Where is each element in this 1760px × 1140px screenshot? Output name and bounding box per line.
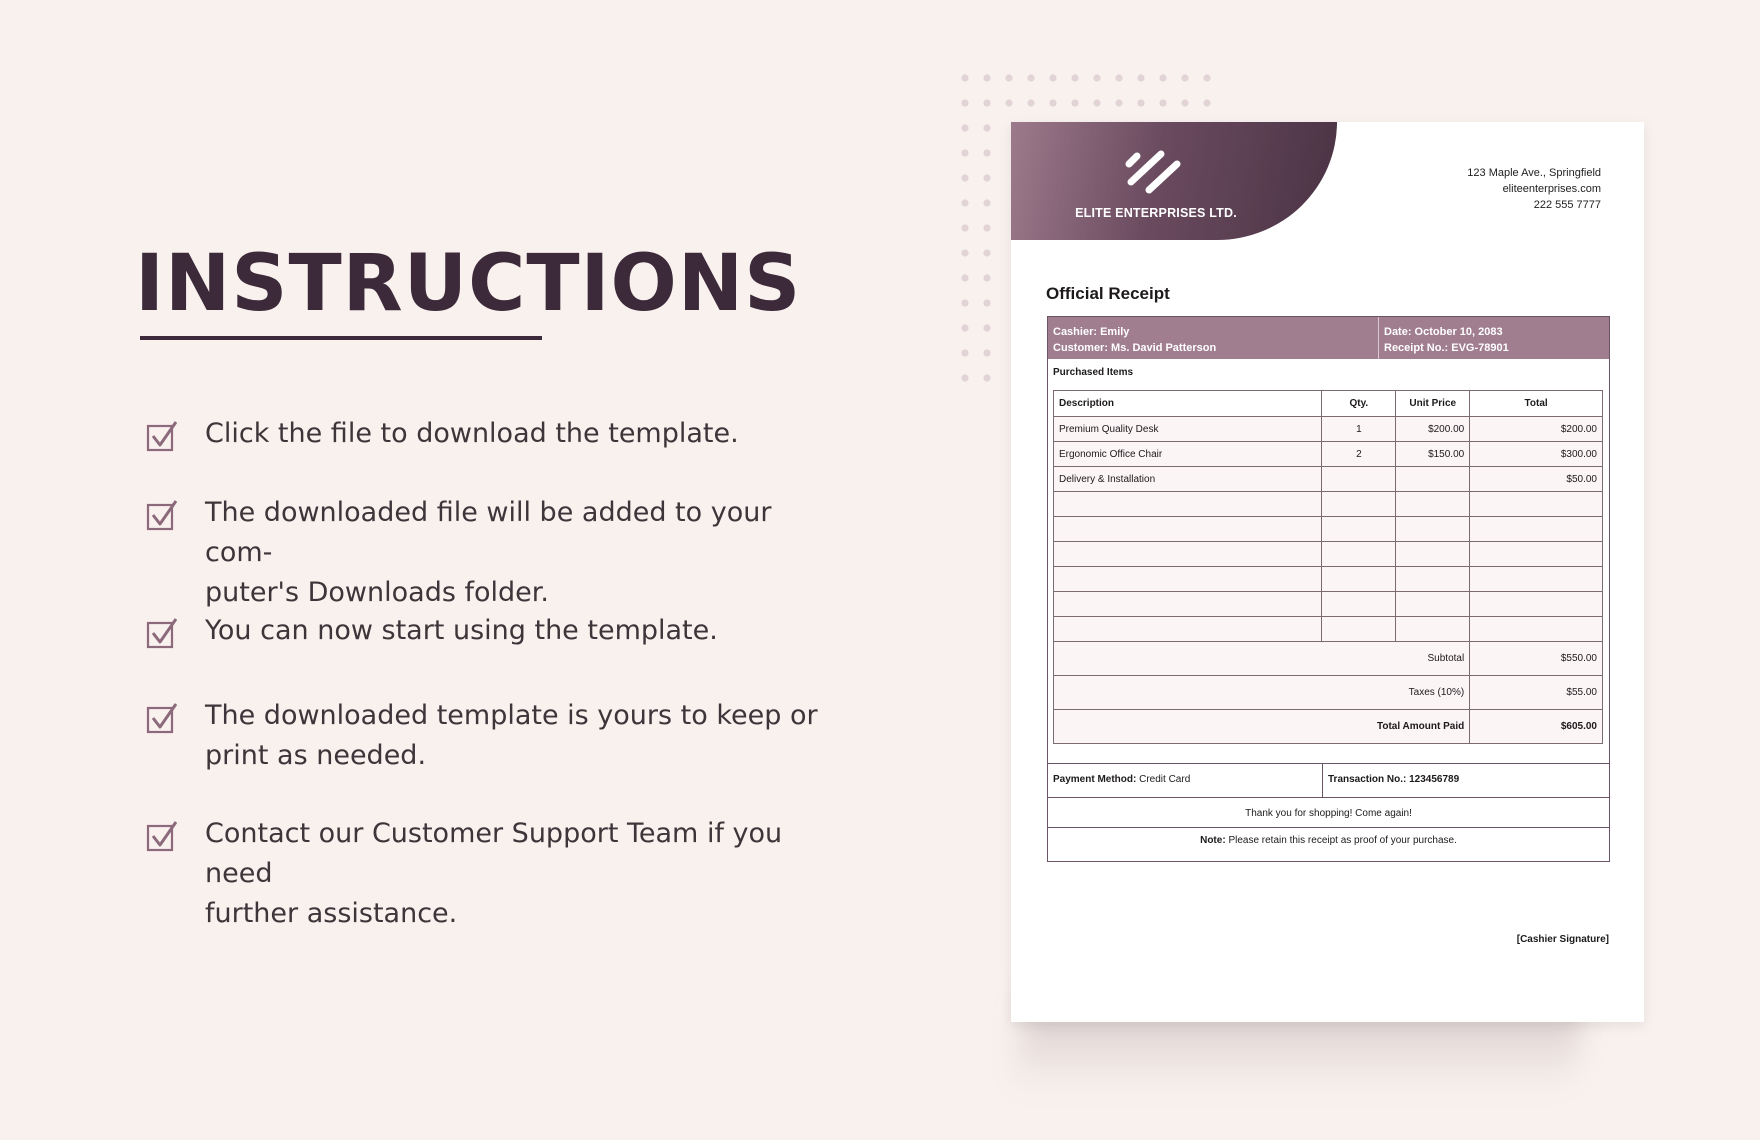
decorative-dot — [1093, 99, 1100, 106]
table-row — [1054, 442, 1603, 467]
decorative-dot — [961, 324, 968, 331]
total-row — [1054, 710, 1603, 744]
column-header-qty: Qty. — [1322, 391, 1396, 417]
item-unit-price: $200.00 — [1396, 417, 1470, 442]
decorative-dot — [983, 99, 990, 106]
receipt-number-field: Receipt No.: EVG-78901 — [1384, 342, 1509, 354]
decorative-dot — [983, 374, 990, 381]
instructions-title: INSTRUCTIONS — [135, 239, 802, 329]
decorative-dot — [983, 74, 990, 81]
item-unit-price — [1396, 542, 1470, 567]
subtotal-label: Subtotal — [1054, 642, 1470, 676]
item-description — [1054, 517, 1322, 542]
decorative-dot — [1049, 99, 1056, 106]
item-description — [1054, 617, 1322, 642]
decorative-dot — [983, 249, 990, 256]
table-row — [1054, 592, 1603, 617]
item-total: $300.00 — [1470, 442, 1603, 467]
cashier-signature: [Cashier Signature] — [1516, 934, 1609, 945]
item-total — [1470, 592, 1603, 617]
company-contact — [1467, 165, 1601, 213]
item-total — [1470, 517, 1603, 542]
checkbox-check-icon — [146, 702, 178, 734]
thank-you-message: Thank you for shopping! Come again! — [1245, 808, 1412, 819]
subtotal-row — [1054, 642, 1603, 676]
decorative-dot — [1115, 74, 1122, 81]
header-banner — [1011, 122, 1337, 240]
checkbox-check-icon — [146, 499, 178, 531]
decorative-dot — [1159, 99, 1166, 106]
decorative-dot — [1005, 99, 1012, 106]
item-unit-price — [1396, 492, 1470, 517]
decorative-dot — [1159, 74, 1166, 81]
decorative-dot — [983, 299, 990, 306]
item-unit-price — [1396, 467, 1470, 492]
item-qty — [1322, 492, 1396, 517]
receipt-document[interactable] — [1011, 122, 1644, 1022]
receipt-body — [1047, 316, 1610, 862]
company-name: ELITE ENTERPRISES LTD. — [1075, 206, 1237, 220]
payment-method: Payment Method: Credit Card — [1053, 774, 1191, 785]
table-row — [1054, 517, 1603, 542]
item-qty: 2 — [1322, 442, 1396, 467]
checkbox-check-icon — [146, 820, 178, 852]
table-header-row — [1054, 391, 1603, 417]
item-qty — [1322, 567, 1396, 592]
decorative-dot — [1049, 74, 1056, 81]
taxes-label: Taxes (10%) — [1054, 676, 1470, 710]
item-qty: 1 — [1322, 417, 1396, 442]
item-description — [1054, 592, 1322, 617]
items-table — [1053, 390, 1603, 744]
column-header-total: Total — [1470, 391, 1603, 417]
taxes-value: $55.00 — [1470, 676, 1603, 710]
decorative-dot — [983, 124, 990, 131]
instruction-text: Click the file to download the template. — [205, 418, 739, 449]
instruction-text: The downloaded file will be added to your com- puter's Downloads folder. — [205, 497, 772, 608]
item-total: $200.00 — [1470, 417, 1603, 442]
receipt-title: Official Receipt — [1046, 284, 1170, 303]
item-total — [1470, 617, 1603, 642]
decorative-dot — [961, 249, 968, 256]
decorative-dot — [1027, 99, 1034, 106]
item-total — [1470, 567, 1603, 592]
company-address: 123 Maple Ave., Springfield — [1467, 167, 1601, 179]
date-field: Date: October 10, 2083 — [1384, 326, 1503, 338]
item-description: Premium Quality Desk — [1054, 417, 1322, 442]
item-qty — [1322, 617, 1396, 642]
instruction-text: You can now start using the template. — [205, 615, 718, 646]
decorative-dot — [961, 349, 968, 356]
item-description — [1054, 542, 1322, 567]
table-row — [1054, 617, 1603, 642]
item-qty — [1322, 517, 1396, 542]
item-qty — [1322, 467, 1396, 492]
column-header-description: Description — [1054, 391, 1322, 417]
item-description — [1054, 492, 1322, 517]
note-text: Note: Please retain this receipt as proof of your purchase. — [1200, 835, 1457, 846]
decorative-dot — [961, 199, 968, 206]
checkbox-check-icon — [146, 420, 178, 452]
decorative-dot — [1181, 99, 1188, 106]
table-row — [1054, 417, 1603, 442]
item-total — [1470, 492, 1603, 517]
decorative-dot — [961, 224, 968, 231]
decorative-dot — [1181, 74, 1188, 81]
item-unit-price: $150.00 — [1396, 442, 1470, 467]
decorative-dot — [961, 149, 968, 156]
cashier-field: Cashier: Emily — [1053, 326, 1130, 338]
decorative-dot — [1115, 99, 1122, 106]
item-unit-price — [1396, 617, 1470, 642]
decorative-dot — [1027, 74, 1034, 81]
purchased-items-label: Purchased Items — [1053, 367, 1134, 378]
decorative-dot — [961, 74, 968, 81]
subtotal-value: $550.00 — [1470, 642, 1603, 676]
checkbox-check-icon — [146, 617, 178, 649]
company-phone: 222 555 7777 — [1533, 199, 1601, 211]
total-label: Total Amount Paid — [1054, 710, 1470, 744]
item-description — [1054, 567, 1322, 592]
decorative-dot — [1071, 74, 1078, 81]
item-unit-price — [1396, 567, 1470, 592]
transaction-number: Transaction No.: 123456789 — [1328, 774, 1460, 785]
table-row — [1054, 467, 1603, 492]
decorative-dot — [961, 99, 968, 106]
decorative-dot — [983, 199, 990, 206]
decorative-dot — [1137, 99, 1144, 106]
decorative-dot — [983, 224, 990, 231]
total-value: $605.00 — [1470, 710, 1603, 744]
decorative-dot — [1093, 74, 1100, 81]
table-row — [1054, 542, 1603, 567]
decorative-dot — [983, 274, 990, 281]
note-row — [1048, 827, 1609, 862]
decorative-dot — [961, 374, 968, 381]
decorative-dot — [1137, 74, 1144, 81]
company-website: eliteenterprises.com — [1502, 183, 1601, 195]
table-row — [1054, 567, 1603, 592]
item-description: Delivery & Installation — [1054, 467, 1322, 492]
item-qty — [1322, 542, 1396, 567]
instruction-text: The downloaded template is yours to keep or print as needed. — [205, 700, 818, 771]
title-underline — [140, 336, 542, 340]
taxes-row — [1054, 676, 1603, 710]
decorative-dot — [961, 299, 968, 306]
decorative-dot — [983, 174, 990, 181]
item-description: Ergonomic Office Chair — [1054, 442, 1322, 467]
instruction-text: Contact our Customer Support Team if you need further assistance. — [205, 818, 783, 929]
receipt-info-bar — [1048, 317, 1609, 359]
item-unit-price — [1396, 592, 1470, 617]
decorative-dot — [1071, 99, 1078, 106]
item-total — [1470, 542, 1603, 567]
thanks-row — [1048, 797, 1609, 828]
table-row — [1054, 492, 1603, 517]
column-header-unit-price: Unit Price — [1396, 391, 1470, 417]
decorative-dot — [983, 149, 990, 156]
item-qty — [1322, 592, 1396, 617]
payment-row — [1048, 763, 1609, 798]
decorative-dot — [1203, 74, 1210, 81]
decorative-dot — [961, 124, 968, 131]
decorative-dot — [961, 174, 968, 181]
decorative-dot — [983, 324, 990, 331]
decorative-dot — [983, 349, 990, 356]
item-total: $50.00 — [1470, 467, 1603, 492]
item-unit-price — [1396, 517, 1470, 542]
decorative-dot — [1203, 99, 1210, 106]
customer-field: Customer: Ms. David Patterson — [1053, 342, 1217, 354]
company-logo-icon — [1121, 140, 1185, 200]
decorative-dot — [1005, 74, 1012, 81]
decorative-dot — [961, 274, 968, 281]
